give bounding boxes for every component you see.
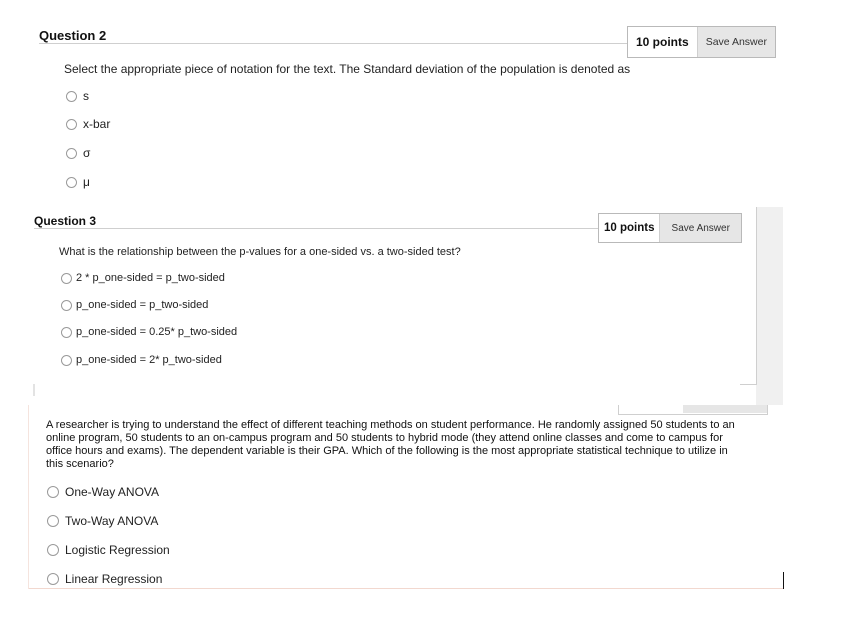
option-label: s (83, 89, 89, 103)
question-2-prompt: Select the appropriate piece of notation for the text. The Standard deviation of the population is denoted as (64, 62, 631, 76)
option-label: 2 * p_one-sided = p_two-sided (76, 272, 225, 284)
option-label: One-Way ANOVA (65, 485, 160, 499)
question-4-option-4[interactable] (47, 572, 162, 586)
question-3-title: Question 3 (34, 214, 97, 228)
question-4-save-button-fragment[interactable] (683, 405, 767, 413)
question-3-divider (34, 228, 599, 229)
radio-button[interactable] (66, 148, 77, 159)
radio-button[interactable] (61, 300, 72, 311)
radio-button[interactable] (47, 573, 59, 585)
question-4-points-box-fragment (618, 405, 768, 415)
option-label: p_one-sided = 2* p_two-sided (76, 354, 222, 366)
question-4-option-1[interactable] (47, 485, 159, 499)
radio-button[interactable] (47, 544, 59, 556)
question-3-panel-border-bottom (740, 384, 757, 385)
question-4-option-3[interactable] (47, 543, 170, 557)
option-label: σ (83, 146, 91, 160)
radio-button[interactable] (47, 486, 59, 498)
radio-button[interactable] (61, 355, 72, 366)
text-cursor (783, 572, 784, 589)
question-3-save-answer-button[interactable]: Save Answer (659, 214, 741, 242)
radio-button[interactable] (61, 327, 72, 338)
option-label: Two-Way ANOVA (65, 514, 159, 528)
radio-button[interactable] (66, 91, 77, 102)
question-3-option-3[interactable] (61, 326, 237, 338)
question-3-prompt: What is the relationship between the p-values for a one-sided vs. a two-sided test? (59, 246, 461, 258)
question-2-save-answer-button[interactable]: Save Answer (697, 27, 775, 57)
radio-button[interactable] (66, 177, 77, 188)
question-3-option-2[interactable] (61, 299, 208, 311)
option-label: x-bar (83, 117, 111, 131)
question-2-option-3[interactable] (66, 146, 90, 160)
option-label: Logistic Regression (65, 543, 170, 557)
radio-button[interactable] (66, 119, 77, 130)
question-2-option-2[interactable] (66, 117, 110, 131)
question-2-points: 10 points (636, 35, 689, 49)
question-3-points: 10 points (604, 222, 655, 234)
question-3-panel-edge (756, 207, 783, 405)
question-2-option-4[interactable] (66, 175, 90, 189)
question-3-option-4[interactable] (61, 354, 222, 366)
option-label: μ (83, 175, 90, 189)
question-3-option-1[interactable] (61, 272, 225, 284)
question-4-left-border (28, 405, 29, 589)
question-3-panel-border (756, 207, 757, 385)
option-label: p_one-sided = 0.25* p_two-sided (76, 326, 238, 338)
question-4-prompt: A researcher is trying to understand the effect of different teaching methods on student performance. He randomly assigned 50 students to an online program, 50 students to an on-campus program and 50 students to hybrid mode (they attend online classes and come to campus for office hours and exams). The dependent variable is their GPA. Which of the following is the most appropriate statistical technique to utilize in this scenario? (46, 419, 735, 470)
question-2-divider (39, 43, 629, 44)
question-3-panel-left-mark (33, 384, 35, 396)
option-label: p_one-sided = p_two-sided (76, 299, 209, 311)
option-label: Linear Regression (65, 572, 163, 586)
question-4-option-2[interactable] (47, 514, 158, 528)
radio-button[interactable] (47, 515, 59, 527)
question-4-bottom-border (28, 588, 784, 589)
question-2-option-1[interactable] (66, 89, 89, 103)
question-2-points-box (627, 26, 776, 58)
radio-button[interactable] (61, 273, 72, 284)
question-2-title: Question 2 (39, 28, 107, 43)
question-3-points-box (598, 213, 742, 243)
